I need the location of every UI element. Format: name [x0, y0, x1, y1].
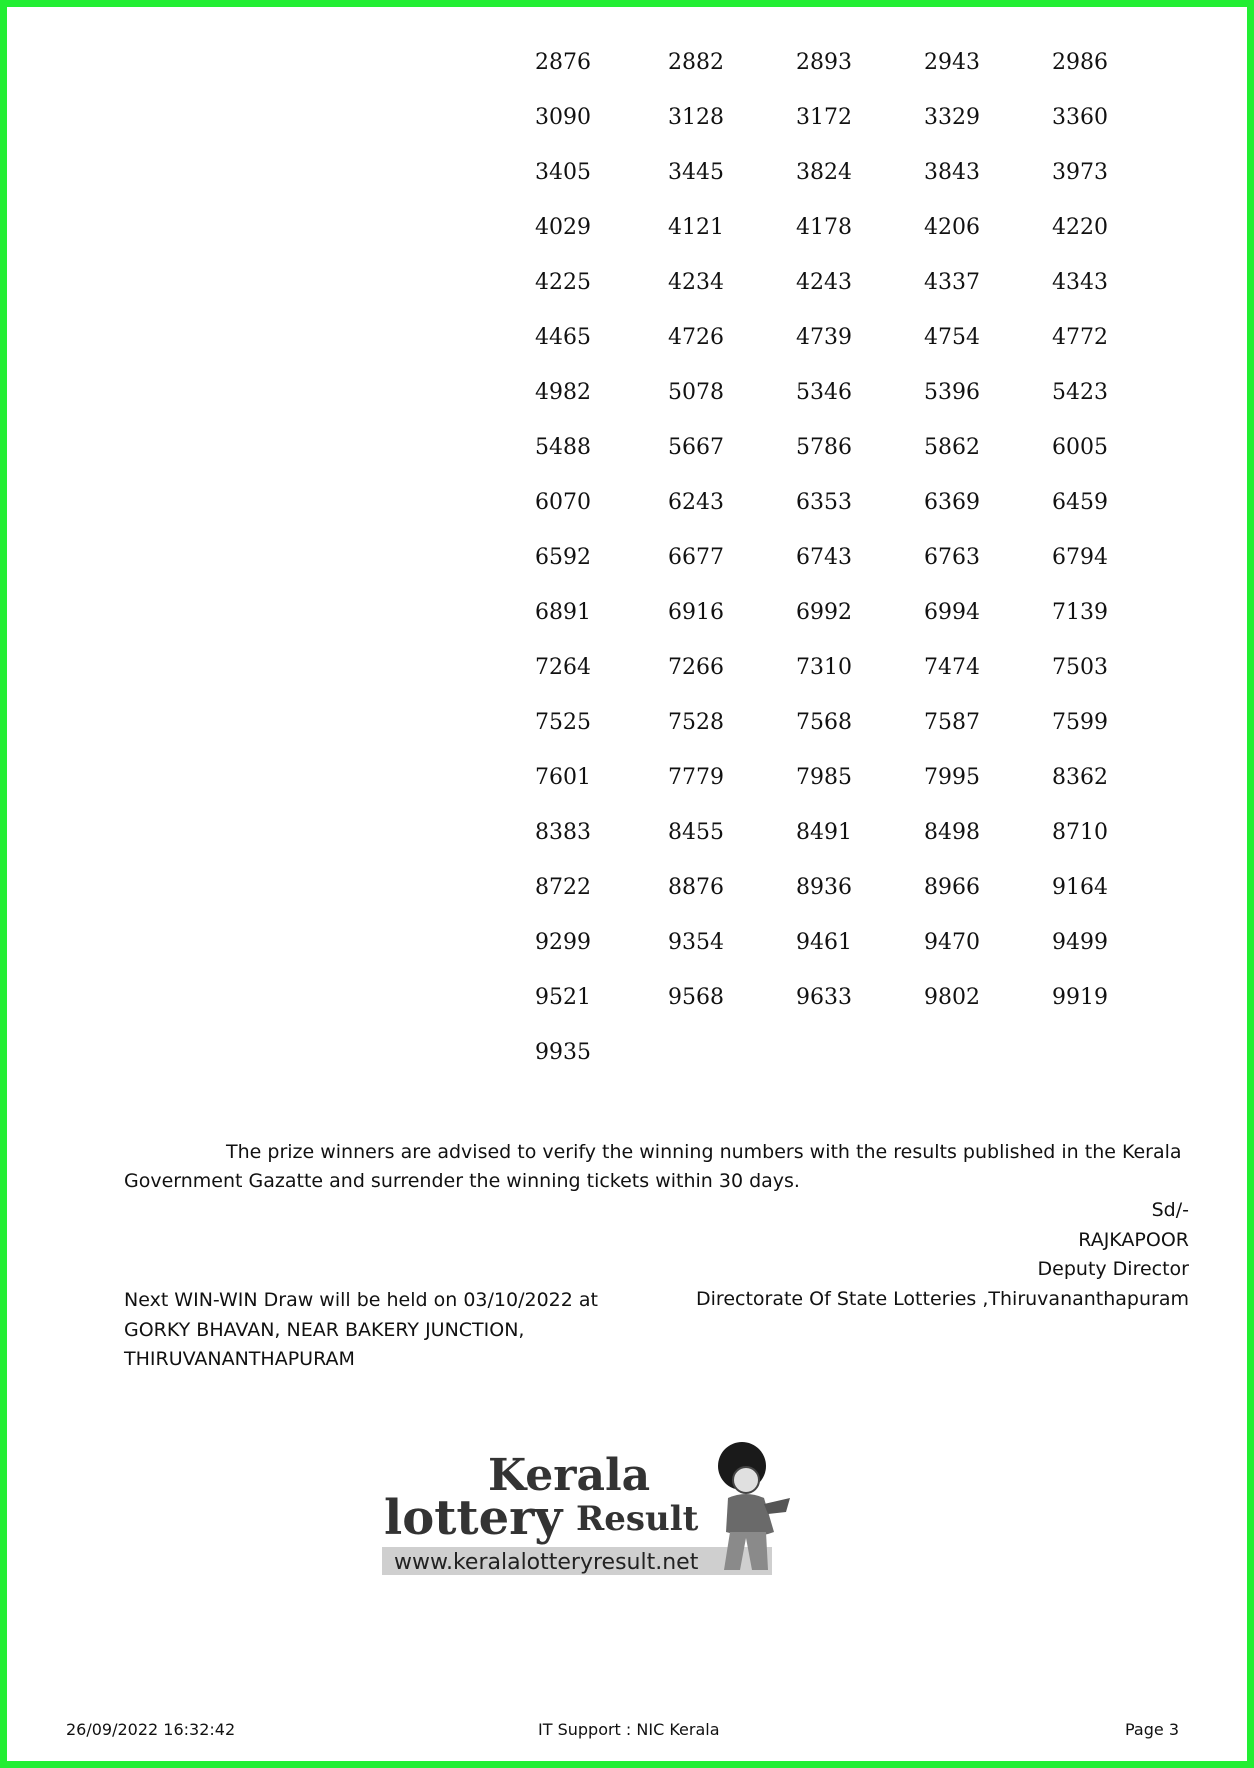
winning-number: 8491 — [796, 820, 852, 845]
winning-number: 4337 — [924, 270, 980, 295]
winning-number: 3843 — [924, 160, 980, 185]
winning-number: 6992 — [796, 600, 852, 625]
signatory-name: RAJKAPOOR — [1078, 1228, 1189, 1251]
winning-number: 3172 — [796, 105, 852, 130]
kerala-lottery-result-logo — [380, 1440, 800, 1580]
next-draw-info — [124, 1286, 644, 1375]
signatory-office: Directorate Of State Lotteries ,Thiruvananthapuram — [696, 1287, 1189, 1310]
winning-number: 7264 — [535, 655, 591, 680]
winning-number: 4772 — [1052, 325, 1108, 350]
footer-timestamp: 26/09/2022 16:32:42 — [66, 1720, 236, 1739]
winning-number: 7503 — [1052, 655, 1108, 680]
winning-number: 4982 — [535, 380, 591, 405]
winning-number: 4739 — [796, 325, 852, 350]
winning-number: 7601 — [535, 765, 591, 790]
winning-number: 7139 — [1052, 600, 1108, 625]
winning-number: 5862 — [924, 435, 980, 460]
signature-sd: Sd/- — [1151, 1199, 1189, 1221]
winning-number: 9802 — [924, 985, 980, 1010]
winning-number: 8876 — [668, 875, 724, 900]
winning-number: 7474 — [924, 655, 980, 680]
winning-number: 6070 — [535, 490, 591, 515]
winning-number: 7525 — [535, 710, 591, 735]
winning-number: 8936 — [796, 875, 852, 900]
winning-number: 5396 — [924, 380, 980, 405]
winning-number: 3973 — [1052, 160, 1108, 185]
winning-number: 4343 — [1052, 270, 1108, 295]
winning-number: 8498 — [924, 820, 980, 845]
winning-number: 4243 — [796, 270, 852, 295]
winning-number: 7266 — [668, 655, 724, 680]
winning-number: 6592 — [535, 545, 591, 570]
winning-number: 3405 — [535, 160, 591, 185]
winning-number: 6891 — [535, 600, 591, 625]
winning-number: 3128 — [668, 105, 724, 130]
mascot-figure-icon — [718, 1442, 790, 1570]
winning-number: 9919 — [1052, 985, 1108, 1010]
winning-number: 9470 — [924, 930, 980, 955]
logo-kerala-text: Kerala — [488, 1450, 651, 1501]
winning-number: 9568 — [668, 985, 724, 1010]
winning-number: 4029 — [535, 215, 591, 240]
winning-number: 2882 — [668, 50, 724, 75]
winning-number: 8966 — [924, 875, 980, 900]
signatory-designation: Deputy Director — [1037, 1258, 1189, 1280]
winning-number: 5346 — [796, 380, 852, 405]
logo-result-text: Result — [576, 1499, 699, 1539]
winning-number: 9521 — [535, 985, 591, 1010]
winning-number: 2943 — [924, 50, 980, 75]
winning-number: 6916 — [668, 600, 724, 625]
winning-number: 3090 — [535, 105, 591, 130]
winning-number: 9633 — [796, 985, 852, 1010]
winning-number: 4234 — [668, 270, 724, 295]
winning-number: 4754 — [924, 325, 980, 350]
winning-number: 3824 — [796, 160, 852, 185]
winning-number: 4220 — [1052, 215, 1108, 240]
notice-line-1: The prize winners are advised to verify the winning numbers with the results published in the Kerala — [226, 1141, 1182, 1163]
winning-number: 4726 — [668, 325, 724, 350]
winning-number: 3360 — [1052, 105, 1108, 130]
winning-number: 6369 — [924, 490, 980, 515]
winning-number: 7587 — [924, 710, 980, 735]
winning-number: 8455 — [668, 820, 724, 845]
winning-number: 7779 — [668, 765, 724, 790]
winning-number: 8383 — [535, 820, 591, 845]
winning-number: 9354 — [668, 930, 724, 955]
winning-number: 9499 — [1052, 930, 1108, 955]
next-draw-line-1: Next WIN-WIN Draw will be held on 03/10/2022 at — [124, 1289, 598, 1311]
winning-number: 4121 — [668, 215, 724, 240]
next-draw-line-3: THIRUVANANTHAPURAM — [124, 1348, 355, 1370]
winning-number: 6459 — [1052, 490, 1108, 515]
winning-number: 4206 — [924, 215, 980, 240]
winning-number: 8722 — [535, 875, 591, 900]
winning-number: 5667 — [668, 435, 724, 460]
next-draw-line-2: GORKY BHAVAN, NEAR BAKERY JUNCTION, — [124, 1318, 525, 1341]
winning-number: 6763 — [924, 545, 980, 570]
winning-number: 6743 — [796, 545, 852, 570]
winning-number: 2986 — [1052, 50, 1108, 75]
winning-number: 9164 — [1052, 875, 1108, 900]
winning-number: 9935 — [535, 1040, 591, 1065]
winning-number: 4178 — [796, 215, 852, 240]
winning-number: 6994 — [924, 600, 980, 625]
logo-lottery-text: lottery — [384, 1490, 563, 1546]
winning-number: 7995 — [924, 765, 980, 790]
winning-number: 6677 — [668, 545, 724, 570]
winning-number: 4465 — [535, 325, 591, 350]
winning-number: 7310 — [796, 655, 852, 680]
winning-number: 2893 — [796, 50, 852, 75]
winning-number: 7528 — [668, 710, 724, 735]
notice-line-2: Government Gazatte and surrender the winning tickets within 30 days. — [124, 1170, 800, 1192]
winning-number: 5423 — [1052, 380, 1108, 405]
signature-block — [696, 1196, 1189, 1314]
winning-number: 2876 — [535, 50, 591, 75]
winning-number: 8710 — [1052, 820, 1108, 845]
logo-url-text: www.keralalotteryresult.net — [394, 1550, 699, 1575]
winning-number: 3445 — [668, 160, 724, 185]
prize-notice — [124, 1138, 1189, 1196]
winning-number: 5786 — [796, 435, 852, 460]
footer-it-support: IT Support : NIC Kerala — [538, 1720, 720, 1739]
winning-number: 5078 — [668, 380, 724, 405]
winning-number: 6794 — [1052, 545, 1108, 570]
winning-number: 7985 — [796, 765, 852, 790]
footer-page-number: Page 3 — [1125, 1720, 1179, 1739]
winning-number: 8362 — [1052, 765, 1108, 790]
winning-number: 7599 — [1052, 710, 1108, 735]
winning-number: 9299 — [535, 930, 591, 955]
winning-number: 6353 — [796, 490, 852, 515]
winning-number: 6243 — [668, 490, 724, 515]
winning-number: 9461 — [796, 930, 852, 955]
winning-number: 3329 — [924, 105, 980, 130]
winning-number: 4225 — [535, 270, 591, 295]
winning-number: 5488 — [535, 435, 591, 460]
winning-number: 7568 — [796, 710, 852, 735]
winning-number: 6005 — [1052, 435, 1108, 460]
